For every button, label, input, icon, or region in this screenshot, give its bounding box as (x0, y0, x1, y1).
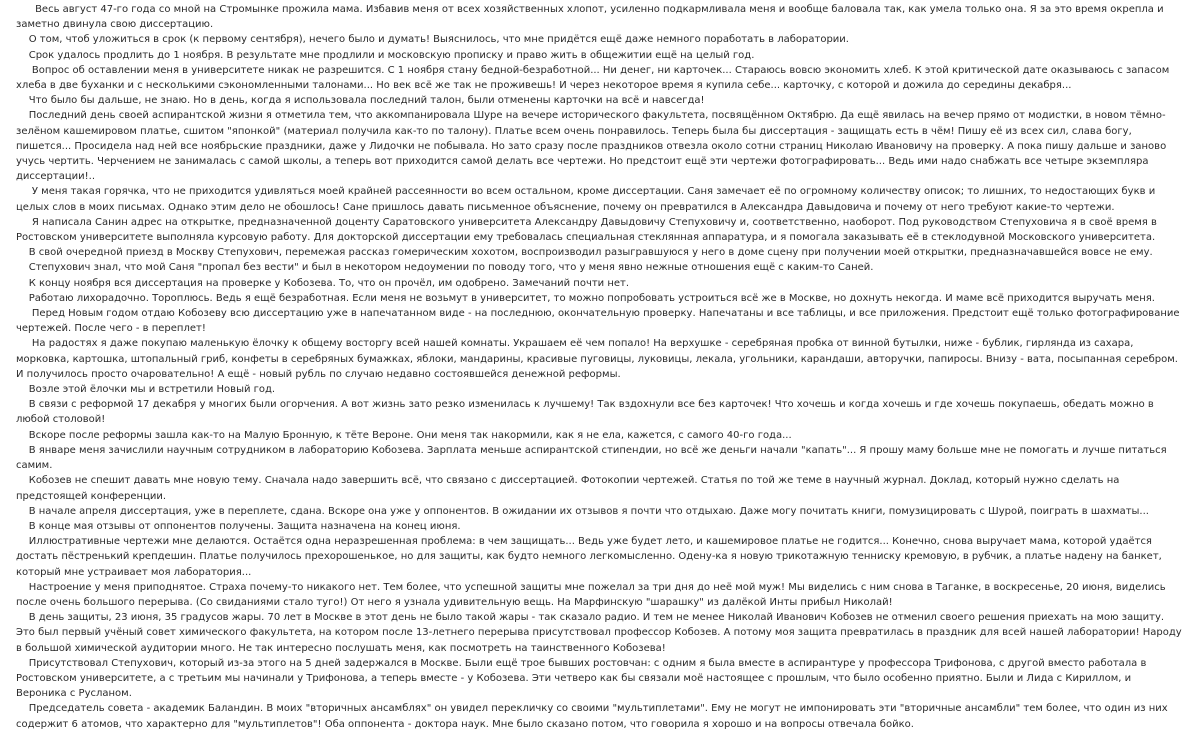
paragraph-1: Весь август 47-го года со мной на Стромынке прожила мама. Избавив меня от всех хозяйственных хлопот, усиленно подкармливала меня и вообще баловала так, как умела только она. Я за это время окрепла и заметно двинула свою диссертацию. (16, 4, 1164, 31)
paragraph-12: Работаю лихорадочно. Тороплюсь. Ведь я ещё безработная. Если меня не возьмут в университет, то можно попробовать устроиться всё же в Москве, но дохнуть некогда. И маме всё приходится выручать меня. (16, 292, 1155, 304)
paragraph-17: Вскоре после реформы зашла как-то на Малую Бронную, к тёте Вероне. Они меня так накормили, как я не ела, кажется, с самого 40-го года... (16, 429, 792, 441)
paragraph-9: В свой очередной приезд в Москву Степухович, перемежая рассказ гомерическим хохотом, воспроизводил разыгравшуюся у него в доме сцену при получении моей открытки, предназначавшейся вовсе не ему. (16, 247, 1153, 259)
paragraph-26: Председатель совета - академик Баландин. В моих "вторичных ансамблях" он увидел перекличку со своими "мультиплетами". Ему не могут не импонировать эти "вторичные ансамбли" тем более, что один из них содержит 6 атомов, что характерно для "мультиплетов"! Оба оппонента - доктора наук. Мне было сказано потом, что говорила я хорошо и на вопросы отвечала бойко. (16, 703, 1168, 730)
paragraph-25: Присутствовал Степухович, который из-за этого на 5 дней задержался в Москве. Были ещё трое бывших ростовчан: с одним я была вместе в аспирантуре у профессора Трифонова, с другой вместо работала в Ростовском университете, а с третьим мы начинали у Трифонова, а теперь вместе - у Кобозева. Эти четверо как бы связали моё настоящее с прошлым, что было особенно приятно. Были и Лида с Кириллом, и Вероника с Русланом. (16, 657, 1147, 700)
paragraph-21: В конце мая отзывы от оппонентов получены. Защита назначена на конец июня. (16, 520, 461, 532)
paragraph-2: О том, чтоб уложиться в срок (к первому сентября), нечего было и думать! Выяснилось, что мне придётся ещё даже немного поработать в лаборатории. (16, 34, 849, 46)
paragraph-13: Перед Новым годом отдаю Кобозеву всю диссертацию уже в напечатанном виде - на последнюю, окончательную проверку. Напечатаны и все таблицы, и все приложения. Предстоит ещё только фотографирование чертежей. После чего - в переплет! (16, 308, 1180, 335)
paragraph-5: Что было бы дальше, не знаю. Но в день, когда я использовала последний талон, были отменены карточки на всё и навсегда! (16, 95, 705, 107)
paragraph-4: Вопрос об оставлении меня в университете никак не разрешится. С 1 ноября стану бедной-безработной... Ни денег, ни карточек... Стараюсь вовсю экономить хлеб. К этой критической дате оказываюсь с запасом хлеба в две буханки и с несколькими сэкономленными талонами... Но век всё же так не проживешь! И через некоторое время я купила себе... карточку, с которой и дожила до середины декабря... (16, 64, 1170, 92)
paragraph-11: К концу ноября вся диссертация на проверке у Кобозева. То, что он прочёл, им одобрено. Замечаний почти нет. (16, 277, 630, 289)
paragraph-23: Настроение у меня приподнятое. Страха почему-то никакого нет. Тем более, что успешной защиты мне пожелал за три дня до неё мой муж! Мы виделись с ним снова в Таганке, в воскресенье, 20 июня, виделись после очень большого перерыва. (Со свиданиями стало туго!) От него я узнала удивительную вещь. На Марфинскую "шарашку" из далёкой Инты прибыл Николай! (16, 581, 1166, 608)
paragraph-22: Иллюстративные чертежи мне делаются. Остаётся одна неразрешенная проблема: в чем защищать... Ведь уже будет лето, и кашемировое платье не годится... Конечно, снова выручает мама, которой удаётся достать пёстренький крепдешин. Платье получилось прехорошенькое, но для защиты, как будто немного легкомысленно. Одену-ка я новую трикотажную тенниску кремовую, в рубчик, а платье надену на банкет, который мне устраивает моя лаборатория... (16, 536, 1162, 578)
paragraph-19: Кобозев не спешит давать мне новую тему. Сначала надо завершить всё, что связано с диссертацией. Фотокопии чертежей. Статья по той же теме в научный журнал. Доклад, который нужно сделать на предстоящей конференции. (16, 475, 1120, 502)
paragraph-15: Возле этой ёлочки мы и встретили Новый год. (16, 384, 276, 396)
paragraph-6: Последний день своей аспирантской жизни я отметила тем, что аккомпанировала Шуре на вечере исторического факультета, посвящённом Октябрю. Да ещё явилась на вечер прямо от модистки, в новом тёмно-зелёном кашемировом платье, сшитом "японкой" (материал получила как-то по талону). Платье всем очень понравилось. Теперь была бы диссертация - защищать есть в чём! Пишу её из всех сил, слава богу, пишется... Просидела над ней все ноябрьские праздники, даже у Лидочки не побывала. Но зато сразу после праздников отвезла около сотни страниц Николаю Ивановичу на проверку. А пока пишу дальше и заново учусь чертить. Черчением не занималась с самой школы, а теперь вот приходится самой делать все чертежи. Но предстоит ещё эти чертежи фотографировать... Ведь ими надо снабжать все четыре экземпляра диссертации!.. (16, 110, 1167, 183)
paragraph-3: Срок удалось продлить до 1 ноября. В результате мне продлили и московскую прописку и право жить в общежитии ещё на целый год. (16, 49, 755, 61)
paragraph-18: В январе меня зачислили научным сотрудником в лабораторию Кобозева. Зарплата меньше аспирантской стипендии, но всё же деньги начали "капать"... Я прошу маму больше мне не помогать и лучше питаться самим. (16, 444, 1167, 472)
paragraph-7: У меня такая горячка, что не приходится удивляться моей крайней рассеянности во всем остальном, кроме диссертации. Саня замечает её по огромному количеству описок; то лишних, то недостающих букв и целых слов в моих письмах. Однако этим дело не обошлось! Сане пришлось давать письменное объяснение, почему он превратился в Александра Давыдовича и почему от него требуют какие-то чертежи. (16, 186, 1156, 213)
paragraph-20: В начале апреля диссертация, уже в переплете, сдана. Вскоре она уже у оппонентов. В ожидании их отзывов я почти что отдыхаю. Даже могу почитать книги, помузицировать с Шурой, поиграть в шахматы... (16, 505, 1149, 517)
paragraph-8: Я написала Санин адрес на открытке, предназначенной доценту Саратовского университета Александру Давыдовичу Степуховичу и, соответственно, наоборот. Под руководством Степуховича я в своё время в Ростовском университете выполняла курсовую работу. Для докторской диссертации ему требовалась специальная стеклянная аппаратура, и я помогала заказывать её в стеклодувной Московского университета. (16, 216, 1157, 244)
paragraph-14: На радостях я даже покупаю маленькую ёлочку к общему восторгу всей нашей комнаты. Украшаем её чем попало! На верхушке - серебряная пробка от винной бутылки, ниже - бублик, гирлянда из сахара, морковка, картошка, штопальный гриб, конфеты в серебряных бумажках, яблоки, мандарины, красивые пуговицы, луковицы, лекала, угольники, карандаши, авторучки, папиросы. Внизу - вата, посыпанная серебром. И получилось просто очаровательно! А ещё - новый рубль по случаю недавно состоявшейся денежной реформы. (16, 338, 1178, 380)
paragraph-24: В день защиты, 23 июня, 35 градусов жары. 70 лет в Москве в этот день не было такой жары - так сказало радио. И тем не менее Николай Иванович Кобозев не отменил своего решения приехать на мою защиту. Это был первый учёный совет химического факультета, на котором после 13-летнего перерыва присутствовал профессор Кобозев. А потому моя защита превратилась в праздник для всей нашей лаборатории! Народу в большой химической аудитории много. Не так интересно послушать меня, как посмотреть на таинственного Кобозева! (16, 612, 1182, 654)
paragraph-16: В связи с реформой 17 декабря у многих были огорчения. А вот жизнь зато резко изменилась к лучшему! Так вздохнули все без карточек! Что хочешь и когда хочешь и где хочешь покупаешь, обедать можно в любой столовой! (16, 399, 1154, 426)
paragraph-10: Степухович знал, что мой Саня "пропал без вести" и был в некотором недоумении по поводу того, что у меня явно нежные отношения ещё с каким-то Саней. (16, 262, 874, 274)
